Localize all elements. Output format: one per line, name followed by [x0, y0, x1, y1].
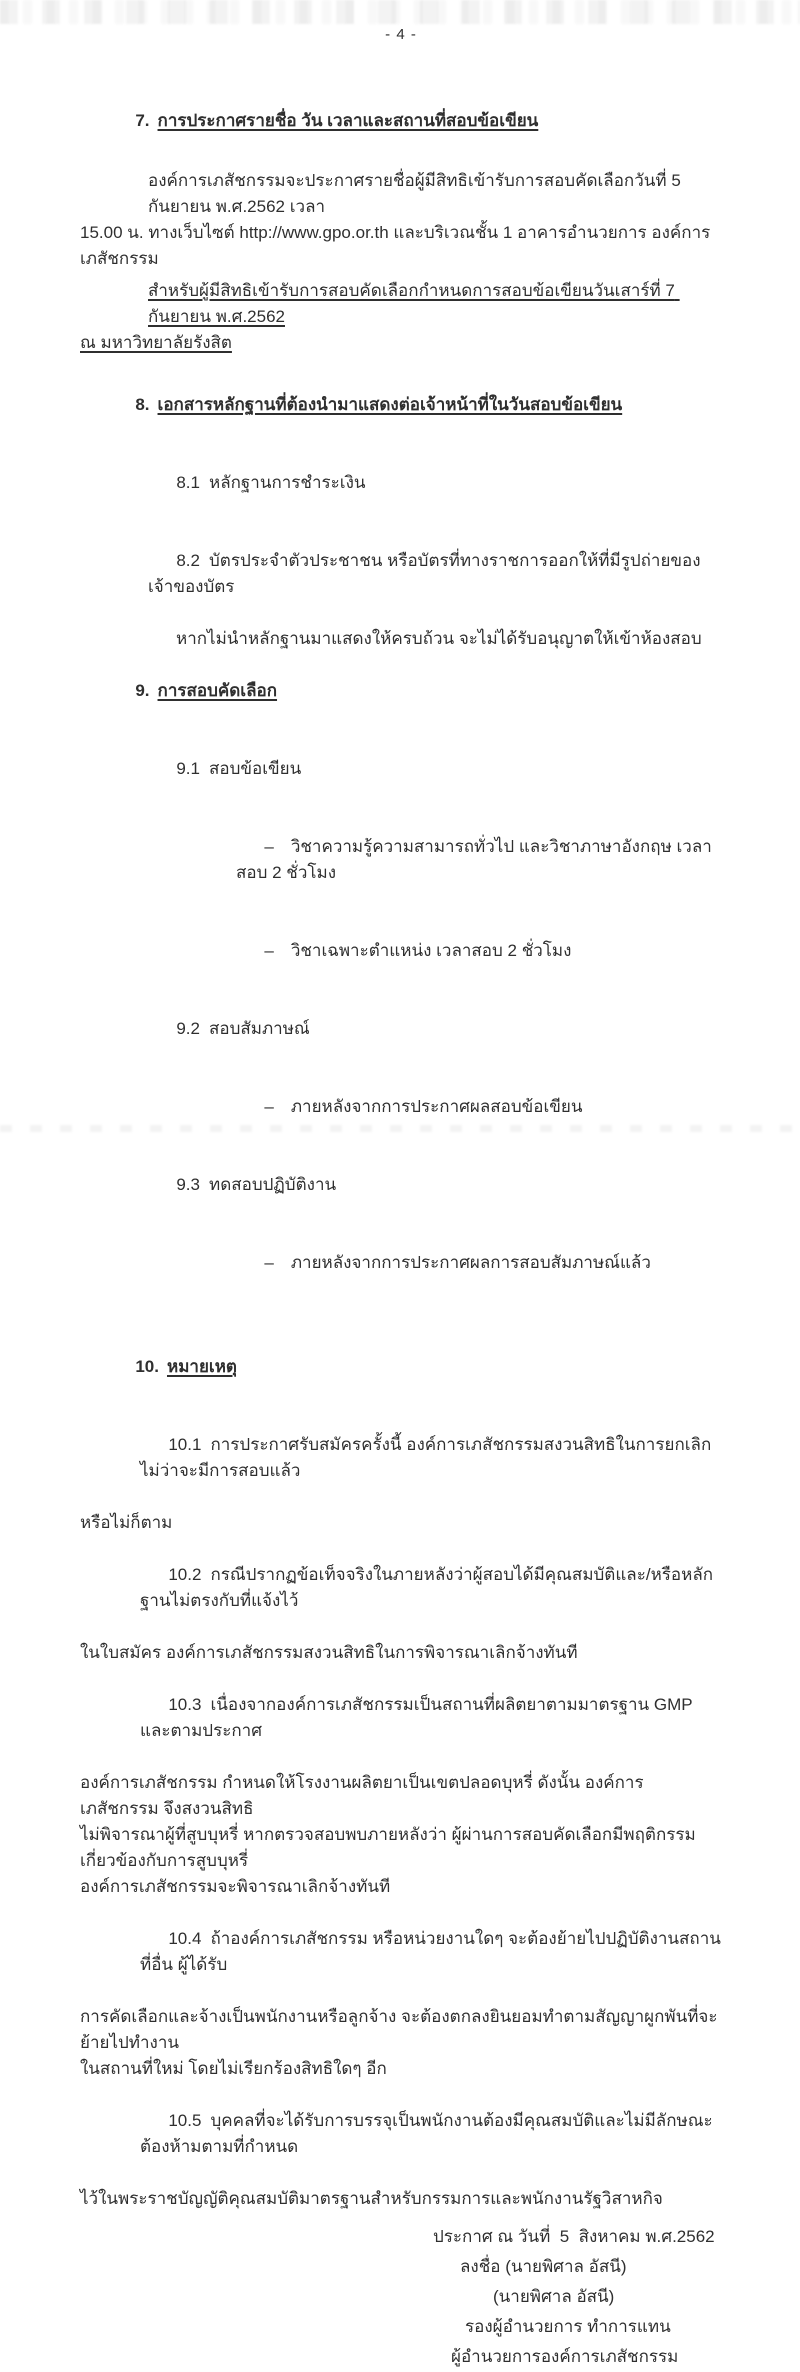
- section-9-number: 9.: [135, 681, 150, 700]
- item-8-1-text: หลักฐานการชำระเงิน: [208, 473, 366, 492]
- item-9-3-bullet-1: [80, 1224, 722, 1302]
- section-9-title: การสอบคัดเลือก: [157, 681, 278, 700]
- item-10-3-text: เนื่องจากองค์การเภสัชกรรมเป็นสถานที่ผลิตยาตามมาตรฐาน GMP และตามประกาศ: [140, 1695, 698, 1740]
- item-10-4-line-1: [80, 1900, 722, 2004]
- item-10-2-text: กรณีปรากฏข้อเท็จจริงในภายหลังว่าผู้สอบได้มีคุณสมบัติและ/หรือหลักฐานไม่ตรงกับที่แจ้งไว้: [140, 1565, 714, 1610]
- dash-bullet-icon: –: [264, 1253, 274, 1272]
- item-9-3-bullet-1-text: ภายหลังจากการประกาศผลการสอบสัมภาษณ์แล้ว: [290, 1253, 651, 1272]
- item-10-2-line-1: [80, 1536, 722, 1640]
- item-10-3-line-3: ไม่พิจารณาผู้ที่สูบบุหรี่ หากตรวจสอบพบภายหลังว่า ผู้ผ่านการสอบคัดเลือกมีพฤติกรรมเกี่ยวข้องกับการสูบบุหรี่: [80, 1825, 696, 1870]
- item-9-3: [80, 1146, 722, 1224]
- item-10-3-line-2: องค์การเภสัชกรรม กำหนดให้โรงงานผลิตยาเป็นเขตปลอดบุหรี่ ดังนั้น องค์การเภสัชกรรม จึงสงวนสิทธิ: [80, 1773, 644, 1818]
- item-8-1: [80, 444, 722, 522]
- item-9-3-text: ทดสอบปฏิบัติงาน: [208, 1175, 337, 1194]
- item-9-1-bullet-1: [80, 808, 722, 912]
- item-10-5-line-1: [80, 2082, 722, 2186]
- section-7-heading: [80, 82, 722, 160]
- section-9-heading: [80, 652, 722, 730]
- section-7-paragraph-line-1: องค์การเภสัชกรรมจะประกาศรายชื่อผู้มีสิทธิเข้ารับการสอบคัดเลือกวันที่ 5 กันยายน พ.ศ.2562 เวลา: [148, 171, 686, 216]
- item-8-2-text: บัตรประจำตัวประชาชน หรือบัตรที่ทางราชการออกให้ที่มีรูปถ่ายของเจ้าของบัตร: [148, 551, 701, 596]
- section-7-title: การประกาศรายชื่อ วัน เวลาและสถานที่สอบข้อเขียน: [157, 111, 539, 130]
- dash-bullet-icon: –: [264, 1097, 274, 1116]
- item-10-3-line-4: องค์การเภสัชกรรมจะพิจารณาเลิกจ้างทันที: [80, 1877, 391, 1896]
- item-10-5-number: 10.5: [168, 2111, 202, 2130]
- dash-bullet-icon: –: [264, 941, 274, 960]
- item-8-1-number: 8.1: [176, 473, 200, 492]
- item-9-1-bullet-2-text: วิชาเฉพาะตำแหน่ง เวลาสอบ 2 ชั่วโมง: [290, 941, 572, 960]
- item-10-2-number: 10.2: [168, 1565, 202, 1584]
- signer-position-line-2: ผู้อำนวยการองค์การเภสัชกรรม: [451, 2347, 679, 2366]
- item-10-4-text: ถ้าองค์การเภสัชกรรม หรือหน่วยงานใดๆ จะต้องย้ายไปปฏิบัติงานสถานที่อื่น ผู้ได้รับ: [140, 1929, 721, 1974]
- section-7-underlined-line-2: ณ มหาวิทยาลัยรังสิต: [80, 333, 232, 352]
- item-10-3-number: 10.3: [168, 1695, 202, 1714]
- signer-position-line-1: รองผู้อำนวยการ ทำการแทน: [465, 2317, 671, 2336]
- item-8-2-continuation: หากไม่นำหลักฐานมาแสดงให้ครบถ้วน จะไม่ได้รับอนุญาตให้เข้าห้องสอบ: [176, 629, 702, 648]
- section-8-number: 8.: [135, 395, 150, 414]
- item-10-4-line-3: ในสถานที่ใหม่ โดยไม่เรียกร้องสิทธิใดๆ อีก: [80, 2059, 387, 2078]
- section-10-number: 10.: [135, 1357, 159, 1376]
- scan-noise-top: [0, 0, 800, 24]
- section-8-heading: [80, 366, 722, 444]
- item-8-2-number: 8.2: [176, 551, 200, 570]
- signer-name-line: (นายพิศาล อัสนี): [493, 2287, 615, 2306]
- item-10-1-number: 10.1: [168, 1435, 202, 1454]
- item-9-2: [80, 990, 722, 1068]
- section-7-underlined-line-1: สำหรับผู้มีสิทธิเข้ารับการสอบคัดเลือกกำหนดการสอบข้อเขียนวันเสาร์ที่ 7 กันยายน พ.ศ.2562: [148, 281, 680, 326]
- item-9-1-number: 9.1: [176, 759, 200, 778]
- item-9-1-text: สอบข้อเขียน: [208, 759, 302, 778]
- item-9-1: [80, 730, 722, 808]
- section-7-paragraph-line-2: 15.00 น. ทางเว็บไซต์ http://www.gpo.or.th และบริเวณชั้น 1 อาคารอำนวยการ องค์การเภสัชกรรม: [80, 223, 711, 268]
- item-10-2-line-2: ในใบสมัคร องค์การเภสัชกรรมสงวนสิทธิในการพิจารณาเลิกจ้างทันที: [80, 1643, 578, 1662]
- item-9-2-text: สอบสัมภาษณ์: [208, 1019, 310, 1038]
- item-10-4-number: 10.4: [168, 1929, 202, 1948]
- item-8-2: [80, 522, 722, 626]
- scan-noise-bottom: [0, 1125, 800, 1132]
- signature-line: ลงชื่อ (นายพิศาล อัสนี): [460, 2257, 627, 2276]
- item-9-1-bullet-1-text: วิชาความรู้ความสามารถทั่วไป และวิชาภาษาอังกฤษ เวลาสอบ 2 ชั่วโมง: [236, 837, 712, 882]
- page-number: - 4 -: [385, 26, 417, 43]
- item-9-3-number: 9.3: [176, 1175, 200, 1194]
- section-10-title: หมายเหตุ: [166, 1357, 237, 1376]
- item-10-4-line-2: การคัดเลือกและจ้างเป็นพนักงานหรือลูกจ้าง จะต้องตกลงยินยอมทำตามสัญญาผูกพันที่จะย้ายไปทำงาน: [80, 2007, 718, 2052]
- item-10-1-text: การประกาศรับสมัครครั้งนี้ องค์การเภสัชกรรมสงวนสิทธิในการยกเลิกไม่ว่าจะมีการสอบแล้ว: [140, 1435, 712, 1480]
- announcement-date-line: ประกาศ ณ วันที่ 5 สิงหาคม พ.ศ.2562: [433, 2227, 715, 2246]
- item-10-1-line-1: [80, 1406, 722, 1510]
- section-7-number: 7.: [135, 111, 150, 130]
- section-8-title: เอกสารหลักฐานที่ต้องนำมาแสดงต่อเจ้าหน้าที่ในวันสอบข้อเขียน: [157, 395, 623, 414]
- item-10-5-line-2: ไว้ในพระราชบัญญัติคุณสมบัติมาตรฐานสำหรับกรรมการและพนักงานรัฐวิสาหกิจ: [80, 2189, 663, 2208]
- item-10-3-line-1: [80, 1666, 722, 1770]
- item-10-5-text: บุคคลที่จะได้รับการบรรจุเป็นพนักงานต้องมีคุณสมบัติและไม่มีลักษณะต้องห้ามตามที่กำหนด: [140, 2111, 713, 2156]
- item-9-1-bullet-2: [80, 912, 722, 990]
- section-10-heading: [80, 1328, 722, 1406]
- item-9-2-bullet-1: [80, 1068, 722, 1146]
- dash-bullet-icon: –: [264, 837, 274, 856]
- item-9-2-number: 9.2: [176, 1019, 200, 1038]
- item-9-2-bullet-1-text: ภายหลังจากการประกาศผลสอบข้อเขียน: [290, 1097, 583, 1116]
- item-10-1-line-2: หรือไม่ก็ตาม: [80, 1513, 173, 1532]
